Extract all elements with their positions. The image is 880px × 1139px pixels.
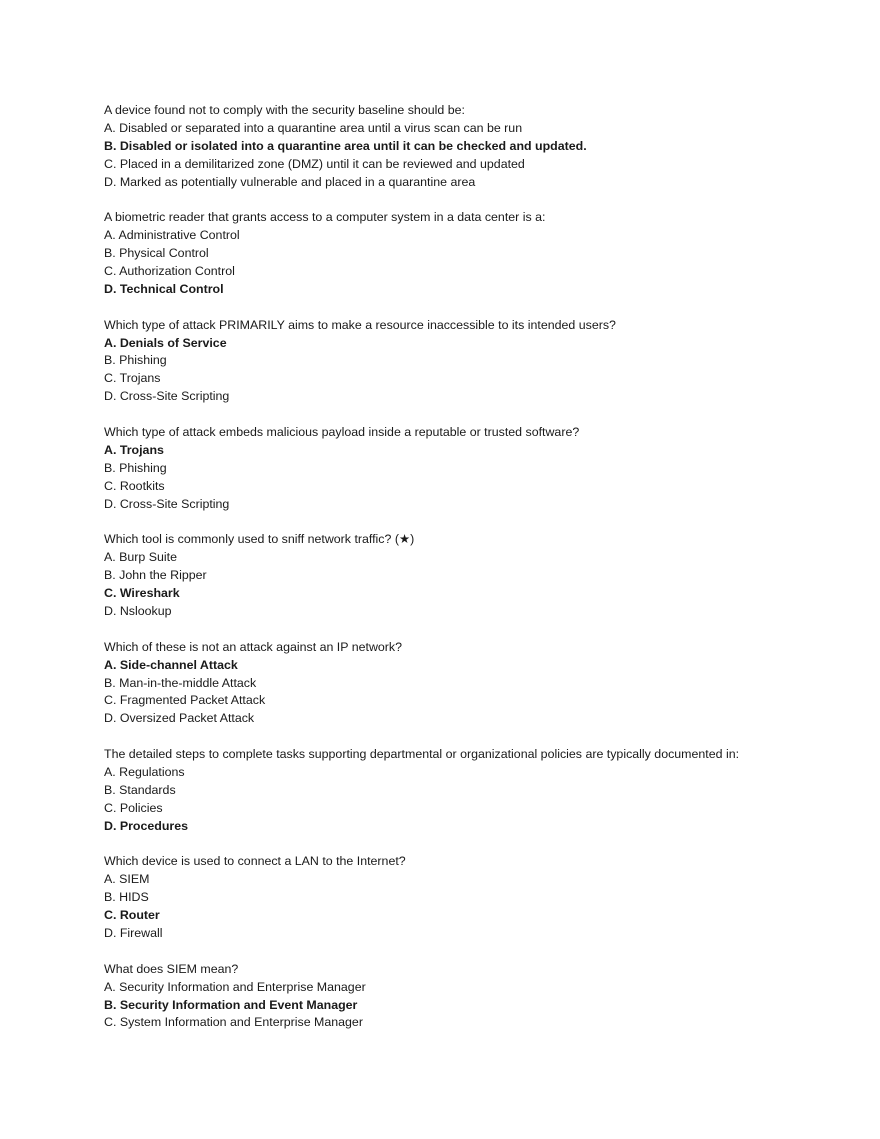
question-block (104, 531, 864, 620)
question-block (104, 853, 864, 942)
question-block (104, 317, 864, 406)
answer-option: D. Nslookup (104, 603, 172, 618)
answer-option-correct: D. Procedures (104, 818, 189, 833)
answer-option-correct: B. Disabled or isolated into a quarantine area until it can be checked and updated. (104, 138, 587, 153)
answer-option-correct: B. Security Information and Event Manager (104, 997, 358, 1012)
answer-option: D. Oversized Packet Attack (104, 711, 255, 726)
question-block (104, 639, 864, 728)
answer-option: C. Authorization Control (104, 264, 235, 279)
question-prompt: What does SIEM mean? (104, 961, 239, 976)
answer-option: C. Policies (104, 800, 163, 815)
answer-option: C. Placed in a demilitarized zone (DMZ) until it can be reviewed and updated (104, 156, 525, 171)
answer-option: A. Burp Suite (104, 550, 178, 565)
question-block (104, 961, 864, 1033)
answer-option-correct: C. Wireshark (104, 586, 180, 601)
answer-option: D. Firewall (104, 925, 163, 940)
answer-option: B. Standards (104, 782, 176, 797)
answer-option-correct: A. Side-channel Attack (104, 657, 238, 672)
answer-option: A. Security Information and Enterprise Manager (104, 979, 366, 994)
question-prompt: The detailed steps to complete tasks supporting departmental or organizational policies are typically documented in: (104, 747, 740, 762)
answer-option: D. Marked as potentially vulnerable and placed in a quarantine area (104, 174, 476, 189)
question-prompt: A device found not to comply with the security baseline should be: (104, 103, 465, 117)
answer-option: C. System Information and Enterprise Manager (104, 1015, 363, 1030)
question-block (104, 209, 864, 298)
question-prompt: A biometric reader that grants access to a computer system in a data center is a: (104, 210, 546, 225)
question-prompt: Which type of attack embeds malicious payload inside a reputable or trusted software? (104, 425, 580, 440)
question-block (104, 746, 864, 835)
answer-option: B. Man-in-the-middle Attack (104, 675, 257, 690)
answer-option: B. Phishing (104, 460, 167, 475)
question-prompt: Which type of attack PRIMARILY aims to make a resource inaccessible to its intended users? (104, 317, 616, 332)
answer-option: B. Phishing (104, 353, 167, 368)
question-block (104, 424, 864, 513)
answer-option: D. Cross-Site Scripting (104, 389, 230, 404)
question-prompt: Which device is used to connect a LAN to the Internet? (104, 854, 406, 869)
answer-option-correct: D. Technical Control (104, 281, 224, 296)
answer-option: B. Physical Control (104, 246, 209, 261)
answer-option: B. HIDS (104, 890, 149, 905)
answer-option: A. SIEM (104, 872, 150, 887)
answer-option-correct: C. Router (104, 908, 160, 923)
answer-option: C. Trojans (104, 371, 161, 386)
question-block (104, 102, 864, 191)
answer-option: C. Rootkits (104, 478, 165, 493)
answer-option: A. Disabled or separated into a quarantine area until a virus scan can be run (104, 120, 523, 135)
answer-option: D. Cross-Site Scripting (104, 496, 230, 511)
question-prompt: Which of these is not an attack against an IP network? (104, 639, 403, 654)
answer-option: C. Fragmented Packet Attack (104, 693, 266, 708)
answer-option-correct: A. Trojans (104, 442, 164, 457)
answer-option: A. Administrative Control (104, 228, 240, 243)
answer-option: A. Regulations (104, 764, 185, 779)
answer-option: B. John the Ripper (104, 568, 207, 583)
answer-option-correct: A. Denials of Service (104, 335, 227, 350)
question-prompt: Which tool is commonly used to sniff network traffic? (★) (104, 532, 415, 547)
quiz-document (104, 102, 864, 1050)
